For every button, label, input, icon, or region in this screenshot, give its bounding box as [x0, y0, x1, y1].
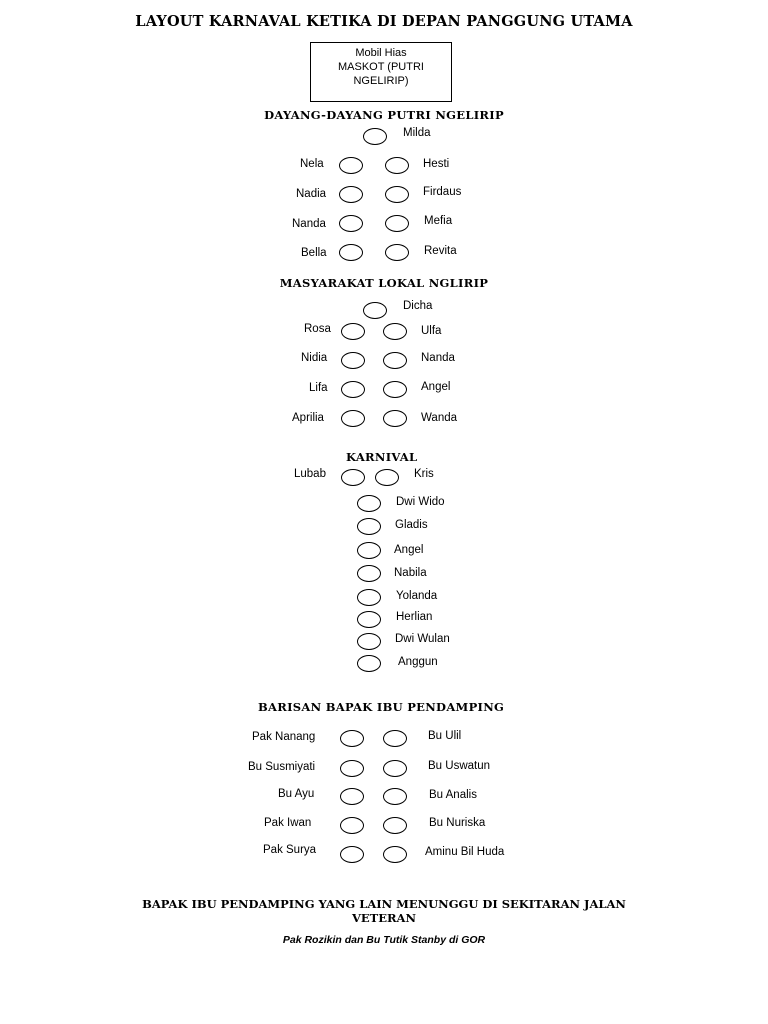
member-name: Bu Uswatun [428, 760, 491, 772]
member-name: Pak Iwan [264, 817, 312, 829]
position-circle [341, 381, 365, 398]
footer-notice [110, 897, 658, 925]
member-name: Dicha [403, 300, 433, 312]
position-circle [357, 589, 381, 606]
position-circle [339, 244, 363, 261]
member-name: Bu Ayu [278, 788, 315, 800]
position-circle [383, 788, 407, 805]
section-heading-pendamping: BARISAN BAPAK IBU PENDAMPING [258, 700, 505, 714]
position-circle [357, 518, 381, 535]
position-circle [357, 495, 381, 512]
position-circle [383, 817, 407, 834]
member-name: Bu Susmiyati [248, 761, 316, 773]
member-name: Wanda [421, 412, 458, 424]
float-box-line-2: MASKOT (PUTRI [338, 61, 424, 73]
position-circle [341, 410, 365, 427]
member-name: Bu Ulil [428, 730, 462, 742]
position-circle [383, 352, 407, 369]
member-name: Nanda [292, 218, 326, 230]
position-circle [340, 846, 364, 863]
position-circle [339, 157, 363, 174]
position-circle [363, 128, 387, 145]
member-name: Herlian [396, 611, 433, 623]
position-circle [383, 846, 407, 863]
member-name: Milda [403, 127, 431, 139]
footer-line-2: VETERAN [351, 911, 416, 925]
member-name: Pak Nanang [252, 731, 316, 743]
position-circle [357, 655, 381, 672]
member-name: Dwi Wulan [395, 633, 450, 645]
position-circle [357, 542, 381, 559]
page-title: LAYOUT KARNAVAL KETIKA DI DEPAN PANGGUNG UTAMA [135, 13, 633, 30]
member-name: Lifa [309, 382, 328, 394]
float-box-line-3: NGELIRIP) [353, 75, 409, 87]
member-name: Yolanda [396, 590, 438, 602]
position-circle [383, 381, 407, 398]
position-circle [340, 788, 364, 805]
member-name: Anggun [398, 656, 438, 668]
member-name: Ulfa [421, 325, 442, 337]
position-circle [341, 469, 365, 486]
member-name: Pak Surya [263, 844, 317, 856]
member-name: Rosa [304, 323, 331, 335]
member-name: Revita [424, 245, 457, 257]
member-name: Aprilia [292, 412, 324, 424]
member-name: Nanda [421, 352, 455, 364]
member-name: Nadia [296, 188, 327, 200]
position-circle [341, 323, 365, 340]
member-name: Bella [301, 247, 327, 259]
member-name: Nabila [394, 567, 427, 579]
position-circle [363, 302, 387, 319]
member-name: Nidia [301, 352, 328, 364]
member-name: Angel [421, 381, 451, 393]
member-name: Kris [414, 468, 434, 480]
position-circle [341, 352, 365, 369]
position-circle [340, 817, 364, 834]
member-name: Hesti [423, 158, 450, 170]
position-circle [383, 760, 407, 777]
member-name: Aminu Bil Huda [425, 846, 505, 858]
position-circle [383, 730, 407, 747]
float-box [310, 42, 452, 102]
position-circle [385, 157, 409, 174]
member-name: Angel [394, 544, 424, 556]
position-circle [340, 730, 364, 747]
position-circle [340, 760, 364, 777]
section-heading-masyarakat: MASYARAKAT LOKAL NGLIRIP [279, 276, 489, 290]
member-name: Bu Analis [429, 789, 477, 801]
position-circle [383, 323, 407, 340]
position-circle [385, 215, 409, 232]
position-circle [339, 186, 363, 203]
footer-line-1: BAPAK IBU PENDAMPING YANG LAIN MENUNGGU DI SEKITARAN JALAN [142, 897, 626, 911]
section-heading-dayang: DAYANG-DAYANG PUTRI NGELIRIP [264, 108, 504, 122]
member-name: Mefia [424, 215, 453, 227]
position-circle [385, 186, 409, 203]
section-heading-karnival: KARNIVAL [346, 450, 418, 464]
position-circle [383, 410, 407, 427]
position-circle [357, 611, 381, 628]
member-name: Lubab [294, 468, 326, 480]
position-circle [385, 244, 409, 261]
position-circle [357, 565, 381, 582]
position-circle [339, 215, 363, 232]
member-name: Dwi Wido [396, 496, 445, 508]
footer-note: Pak Rozikin dan Bu Tutik Stanby di GOR [282, 934, 486, 946]
member-name: Bu Nuriska [429, 817, 486, 829]
float-box-line-1: Mobil Hias [355, 47, 407, 59]
member-name: Nela [300, 158, 324, 170]
position-circle [375, 469, 399, 486]
member-name: Firdaus [423, 186, 462, 198]
member-name: Gladis [395, 519, 428, 531]
position-circle [357, 633, 381, 650]
